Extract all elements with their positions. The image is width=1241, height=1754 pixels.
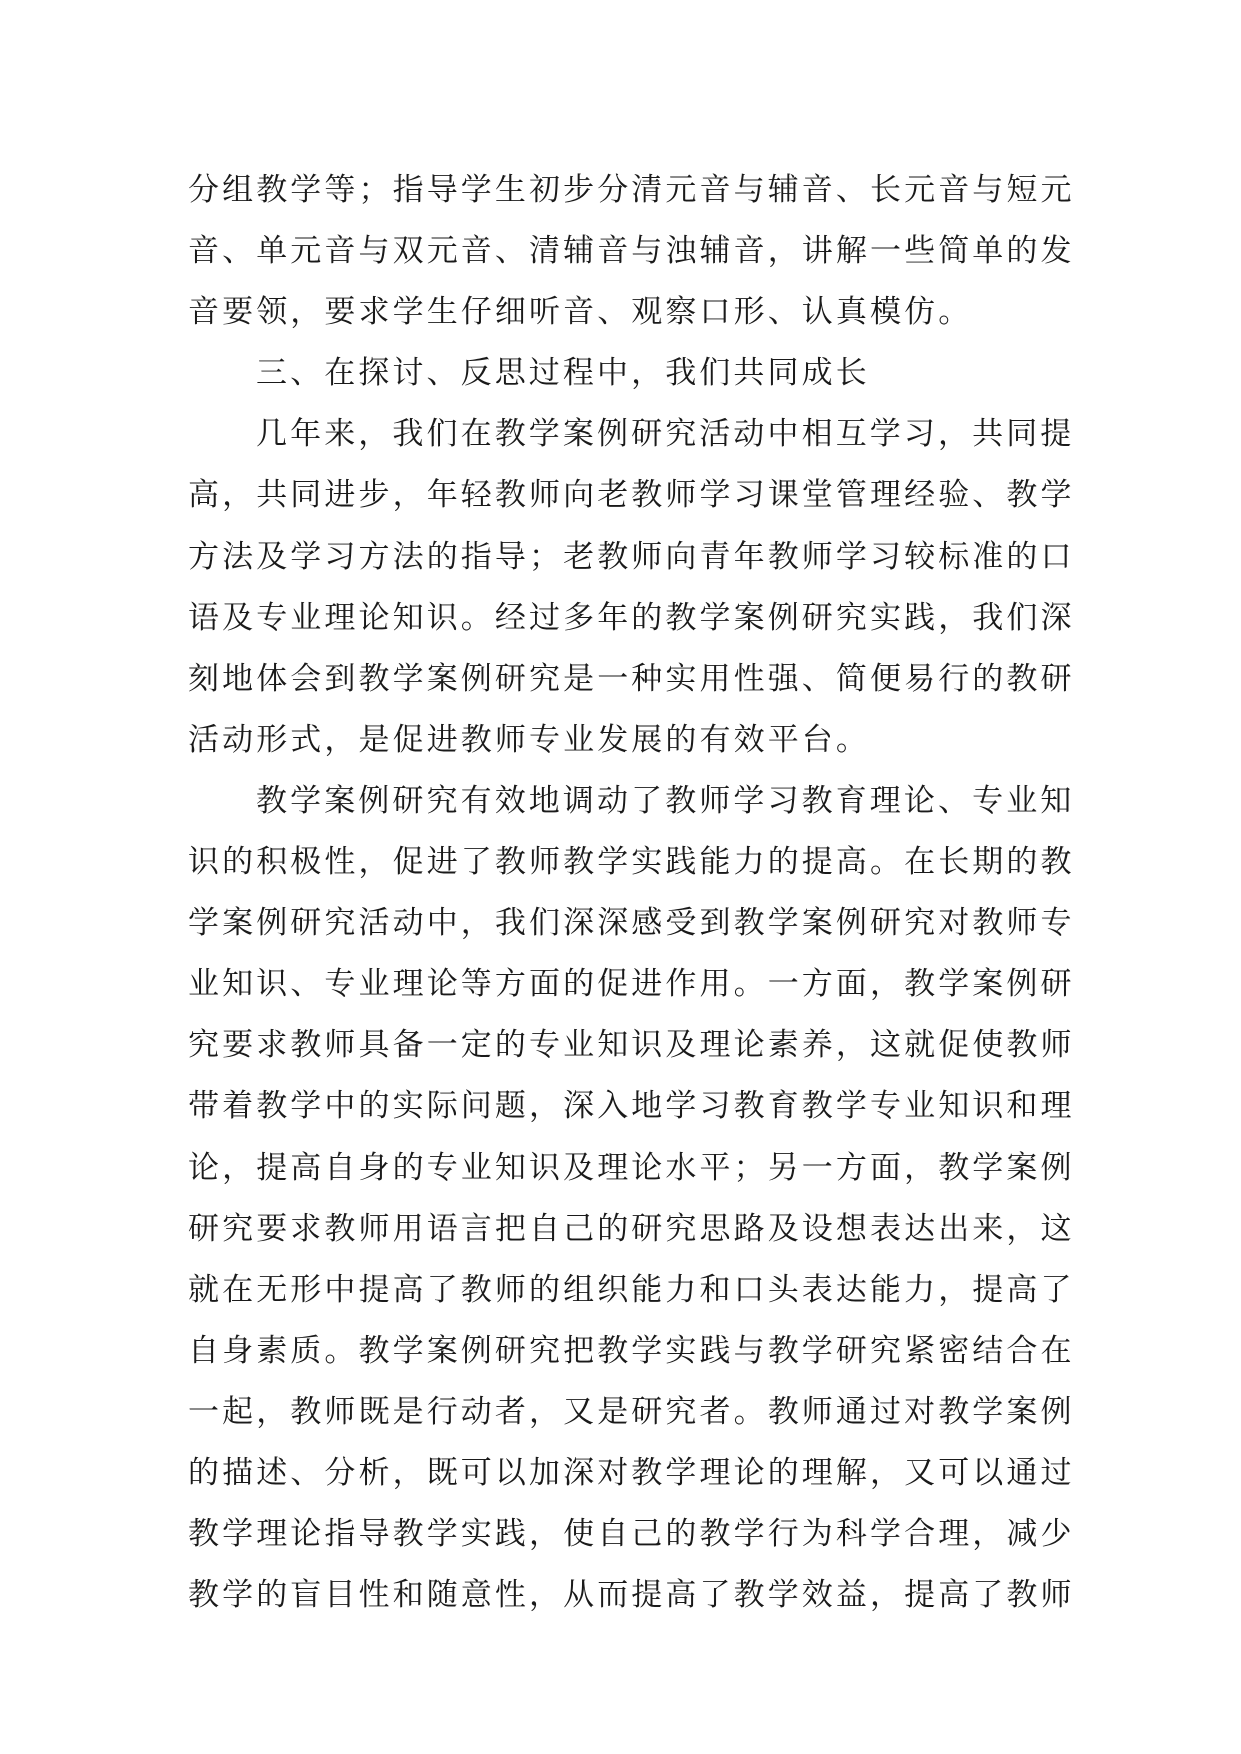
text-line: 识的积极性，促进了教师教学实践能力的提高。在长期的教	[188, 844, 1075, 881]
text-line: 教学理论指导教学实践，使自己的教学行为科学合理，减少	[188, 1516, 1075, 1553]
text-line: 方法及学习方法的指导；老教师向青年教师学习较标准的口	[188, 538, 1075, 575]
text-line: 分组教学等；指导学生初步分清元音与辅音、长元音与短元	[188, 172, 1075, 208]
body-text	[188, 160, 1075, 1626]
text-line: 教学案例研究有效地调动了教师学习教育理论、专业知	[256, 782, 1075, 819]
text-line: 学案例研究活动中，我们深深感受到教学案例研究对教师专	[188, 905, 1075, 942]
text-line: 教学的盲目性和随意性，从而提高了教学效益，提高了教师	[188, 1577, 1075, 1614]
section-heading: 三、在探讨、反思过程中，我们共同成长	[256, 355, 870, 392]
text-line: 音要领，要求学生仔细听音、观察口形、认真模仿。	[188, 294, 973, 331]
text-line: 研究要求教师用语言把自己的研究思路及设想表达出来，这	[188, 1210, 1075, 1247]
text-line: 带着教学中的实际问题，深入地学习教育教学专业知识和理	[188, 1088, 1075, 1125]
text-line: 自身素质。教学案例研究把教学实践与教学研究紧密结合在	[188, 1332, 1075, 1369]
text-line: 论，提高自身的专业知识及理论水平；另一方面，教学案例	[188, 1149, 1075, 1186]
text-line: 刻地体会到教学案例研究是一种实用性强、简便易行的教研	[188, 660, 1075, 697]
text-line: 高，共同进步，年轻教师向老教师学习课堂管理经验、教学	[188, 477, 1075, 514]
text-line: 就在无形中提高了教师的组织能力和口头表达能力，提高了	[188, 1271, 1075, 1308]
text-line: 究要求教师具备一定的专业知识及理论素养，这就促使教师	[188, 1027, 1075, 1064]
text-line: 语及专业理论知识。经过多年的教学案例研究实践，我们深	[188, 599, 1075, 636]
text-line: 一起，教师既是行动者，又是研究者。教师通过对教学案例	[188, 1393, 1075, 1430]
text-line: 活动形式，是促进教师专业发展的有效平台。	[188, 721, 870, 758]
text-line: 业知识、专业理论等方面的促进作用。一方面，教学案例研	[188, 966, 1075, 1003]
text-line: 几年来，我们在教学案例研究活动中相互学习，共同提	[256, 416, 1075, 453]
text-line: 的描述、分析，既可以加深对教学理论的理解，又可以通过	[188, 1454, 1075, 1491]
text-line: 音、单元音与双元音、清辅音与浊辅音，讲解一些简单的发	[188, 233, 1075, 270]
